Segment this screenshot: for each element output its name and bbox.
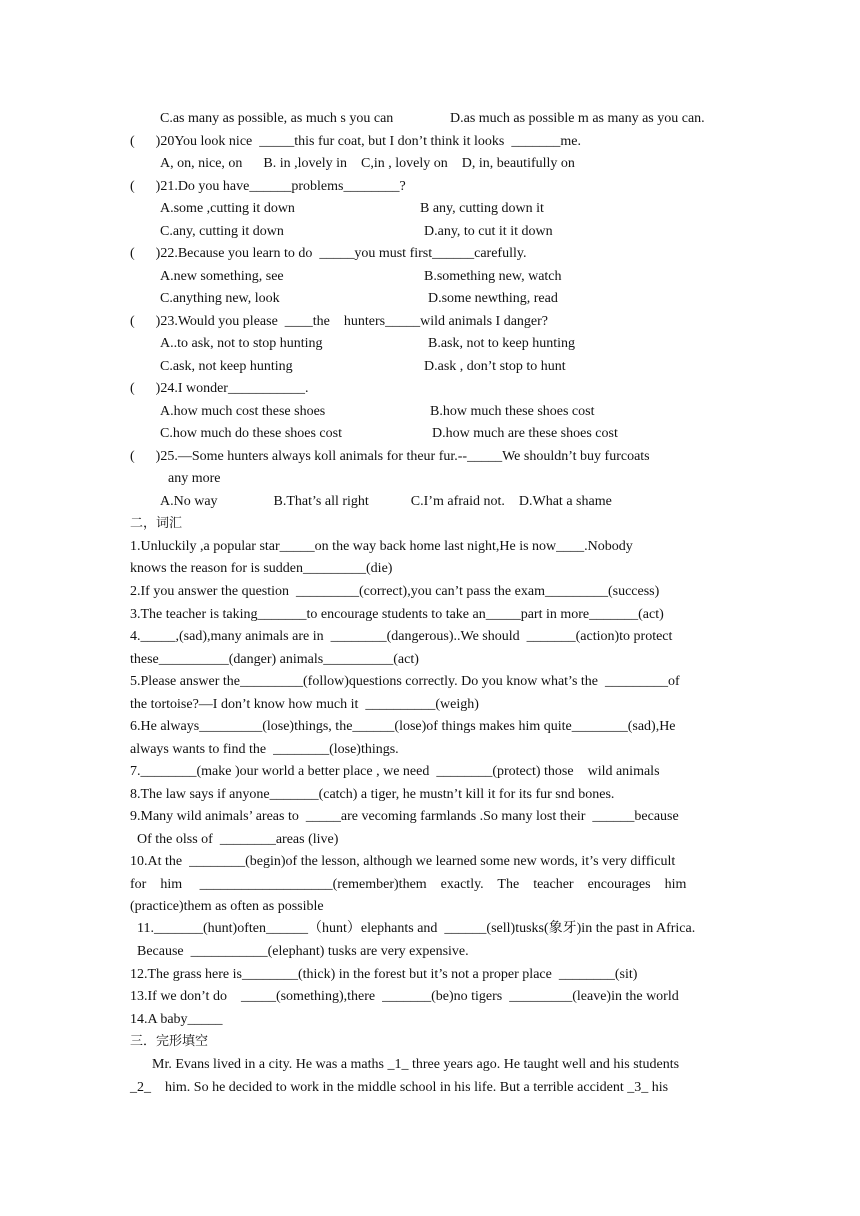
q21-stem: ( )21.Do you have______problems________? (130, 179, 406, 194)
section-heading-cloze: 三．完形填空 (130, 1034, 209, 1049)
q22-option-a: A.new something, see (160, 269, 284, 284)
q23-option-b: B.ask, not to keep hunting (428, 336, 575, 351)
vocab-5-line2: the tortoise?—I don’t know how much it __________(weigh) (130, 697, 479, 712)
q22-option-b: B.something new, watch (424, 269, 562, 284)
q22-option-d: D.some newthing, read (428, 291, 558, 306)
vocab-9-line2: Of the olss of ________areas (live) (137, 832, 339, 847)
q24-stem: ( )24.I wonder___________. (130, 381, 309, 396)
vocab-4-line1: 4._____,(sad),many animals are in ________(dangerous)..We should _______(action)to protect (130, 629, 673, 644)
q23-stem: ( )23.Would you please ____the hunters_____wild animals I danger? (130, 314, 549, 329)
vocab-2: 2.If you answer the question _________(correct),you can’t pass the exam_________(success) (130, 584, 660, 599)
q24-option-b: B.how much these shoes cost (430, 404, 595, 419)
vocab-10-line2: for him ___________________(remember)them exactly. The teacher encourages him (130, 877, 687, 892)
vocab-11-line1: 11._______(hunt)often______（hunt）elephants and ______(sell)tusks(象牙)in the past in Africa. (137, 921, 696, 936)
q23-option-d: D.ask , don’t stop to hunt (424, 359, 566, 374)
vocab-14: 14.A baby_____ (130, 1012, 223, 1027)
vocab-10-line1: 10.At the ________(begin)of the lesson, although we learned some new words, it’s very difficult (130, 854, 676, 869)
vocab-12: 12.The grass here is________(thick) in the forest but it’s not a proper place ________(sit) (130, 967, 638, 982)
q23-option-a: A..to ask, not to stop hunting (160, 336, 323, 351)
vocab-13: 13.If we don’t do _____(something),there _______(be)no tigers _________(leave)in the world (130, 989, 679, 1004)
cloze-passage-line2: _2_ him. So he decided to work in the middle school in his life. But a terrible accident _3_ his (130, 1080, 669, 1095)
q21-option-d: D.any, to cut it it down (424, 224, 553, 239)
q21-option-b: B any, cutting down it (420, 201, 544, 216)
vocab-11-line2: Because ___________(elephant) tusks are very expensive. (137, 944, 469, 959)
q23-option-c: C.ask, not keep hunting (160, 359, 293, 374)
q20-stem: ( )20You look nice _____this fur coat, but I don’t think it looks _______me. (130, 134, 581, 149)
vocab-6-line2: always wants to find the ________(lose)things. (130, 742, 399, 757)
cloze-passage-line1: Mr. Evans lived in a city. He was a maths _1_ three years ago. He taught well and his students (152, 1057, 680, 1072)
q19-option-d: D.as much as possible m as many as you can. (450, 111, 705, 126)
vocab-6-line1: 6.He always_________(lose)things, the______(lose)of things makes him quite________(sad),He (130, 719, 676, 734)
q20-options: A, on, nice, on B. in ,lovely in C,in , lovely on D, in, beautifully on (160, 156, 575, 171)
q19-option-c: C.as many as possible, as much s you can (160, 111, 394, 126)
vocab-9-line1: 9.Many wild animals’ areas to _____are vecoming farmlands .So many lost their ______because (130, 809, 679, 824)
section-heading-vocabulary: 二，词汇 (130, 516, 183, 531)
vocab-4-line2: these__________(danger) animals__________(act) (130, 652, 419, 667)
vocab-7: 7.________(make )our world a better place , we need ________(protect) those wild animals (130, 764, 660, 779)
vocab-1-line2: knows the reason for is sudden_________(die) (130, 561, 393, 576)
q22-stem: ( )22.Because you learn to do _____you must first______carefully. (130, 246, 527, 261)
q25-stem: ( )25.—Some hunters always koll animals for theur fur.--_____We shouldn’t buy furcoats (130, 449, 650, 464)
q22-option-c: C.anything new, look (160, 291, 280, 306)
q25-options: A.No way B.That’s all right C.I’m afraid not. D.What a shame (160, 494, 612, 509)
q24-option-a: A.how much cost these shoes (160, 404, 326, 419)
q21-option-a: A.some ,cutting it down (160, 201, 295, 216)
vocab-10-line3: (practice)them as often as possible (130, 899, 324, 914)
vocab-8: 8.The law says if anyone_______(catch) a tiger, he mustn’t kill it for its fur snd bones. (130, 787, 615, 802)
vocab-1-line1: 1.Unluckily ,a popular star_____on the way back home last night,He is now____.Nobody (130, 539, 633, 554)
vocab-5-line1: 5.Please answer the_________(follow)questions correctly. Do you know what’s the _________of (130, 674, 680, 689)
vocab-3: 3.The teacher is taking_______to encourage students to take an_____part in more_______(act) (130, 607, 664, 622)
q21-option-c: C.any, cutting it down (160, 224, 284, 239)
q24-option-d: D.how much are these shoes cost (432, 426, 618, 441)
q24-option-c: C.how much do these shoes cost (160, 426, 342, 441)
q25-stem-cont: any more (168, 471, 221, 486)
